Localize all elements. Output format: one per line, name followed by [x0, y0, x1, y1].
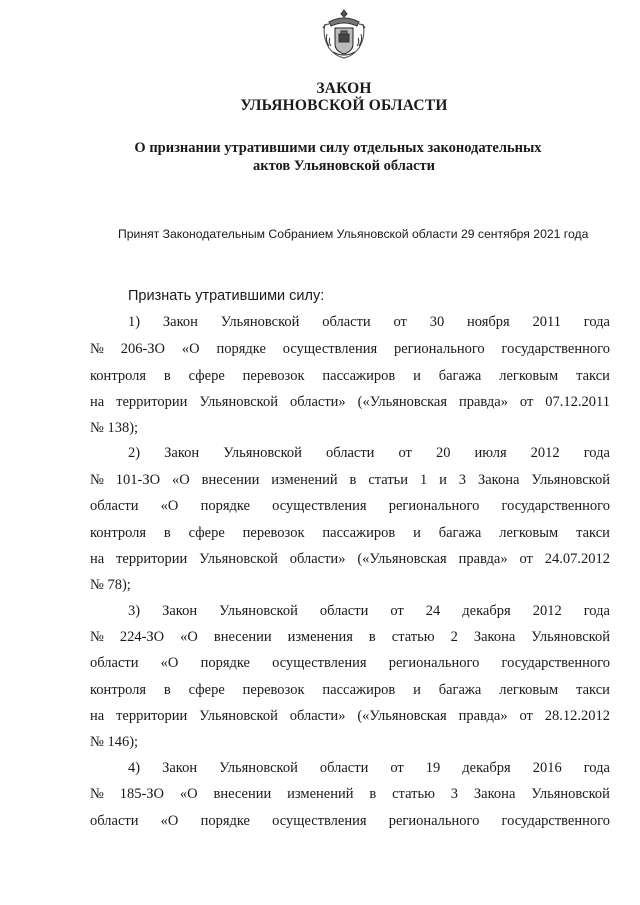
- word: «О: [181, 341, 200, 357]
- document-subject-line2: актов Ульяновской области: [252, 158, 436, 174]
- word: 224-ЗО: [119, 629, 165, 645]
- word: «О: [179, 786, 198, 802]
- word: багажа: [438, 525, 482, 541]
- word: года: [583, 445, 610, 461]
- word: Закона: [473, 786, 516, 802]
- word: 28.12.2012: [544, 708, 610, 724]
- word: контроля: [90, 368, 147, 384]
- word: от: [519, 551, 533, 567]
- word: в: [368, 629, 376, 645]
- word: внесении: [213, 629, 272, 645]
- word: от: [390, 603, 404, 619]
- word: «О: [180, 629, 198, 645]
- word: области»: [289, 551, 346, 567]
- item-1-line-2: [90, 341, 610, 361]
- word: («Ульяновская: [357, 394, 448, 410]
- word: Ульяновской: [531, 472, 610, 488]
- word: №: [90, 786, 104, 802]
- word: года: [583, 603, 610, 619]
- word: 3: [458, 472, 467, 488]
- word: порядке: [200, 655, 250, 671]
- word: порядке: [216, 341, 266, 357]
- word: перевозок: [242, 368, 305, 384]
- word: 30: [429, 314, 445, 330]
- word: регионального: [388, 813, 480, 829]
- word: порядке: [200, 498, 250, 514]
- word: от: [393, 314, 407, 330]
- word: багажа: [438, 368, 482, 384]
- word: области»: [289, 394, 346, 410]
- word: внесении: [213, 786, 272, 802]
- word: («Ульяновская: [357, 708, 447, 724]
- item-3-line-5: [90, 708, 610, 728]
- item-1-line-1: [128, 314, 610, 334]
- word: 2: [450, 629, 458, 645]
- word: 24: [425, 603, 441, 619]
- word: Ульяновской: [531, 786, 610, 802]
- word: Ульяновской: [219, 760, 298, 776]
- item-2-line-3: [90, 498, 610, 518]
- word: на: [90, 394, 105, 410]
- document-title: ЗАКОН: [316, 80, 372, 97]
- word: 2012: [530, 445, 560, 461]
- word: правда»: [458, 394, 508, 410]
- word: контроля: [90, 525, 147, 541]
- item-3-line-3: [90, 655, 610, 675]
- word: Закон: [164, 445, 200, 461]
- item-3-line-6: № 146);: [90, 734, 139, 750]
- word: порядке: [200, 813, 250, 829]
- word: 1): [128, 314, 141, 330]
- word: «О: [160, 813, 179, 829]
- word: контроля: [90, 682, 147, 698]
- word: легковым: [499, 525, 559, 541]
- word: статью: [392, 786, 435, 802]
- word: области: [325, 445, 375, 461]
- word: статью: [391, 629, 435, 645]
- word: государственного: [501, 655, 610, 671]
- word: легковым: [499, 682, 559, 698]
- item-1-line-4: [90, 394, 610, 414]
- item-3-line-4: [90, 682, 610, 702]
- word: 3): [128, 603, 141, 619]
- word: («Ульяновская: [357, 551, 447, 567]
- word: области: [90, 655, 139, 671]
- word: осуществления: [272, 655, 367, 671]
- word: 1: [419, 472, 428, 488]
- item-2-line-5: [90, 551, 610, 571]
- word: №: [90, 472, 104, 488]
- word: в: [163, 682, 171, 698]
- word: и: [413, 682, 421, 698]
- word: Ульяновской: [223, 445, 302, 461]
- word: и: [413, 368, 421, 384]
- item-2-line-6: № 78);: [90, 577, 131, 593]
- word: 24.07.2012: [544, 551, 610, 567]
- item-1-line-5: № 138);: [90, 420, 139, 436]
- word: «О: [160, 498, 179, 514]
- document-title-region: УЛЬЯНОВСКОЙ ОБЛАСТИ: [240, 97, 448, 114]
- word: и: [413, 525, 421, 541]
- item-2-line-2: [90, 472, 610, 492]
- word: на: [90, 708, 105, 724]
- word: Ульяновской: [220, 314, 300, 330]
- word: пассажиров: [322, 682, 396, 698]
- word: Закон: [162, 314, 198, 330]
- word: 2012: [532, 603, 562, 619]
- word: в: [369, 786, 377, 802]
- item-2-line-4: [90, 525, 610, 545]
- word: 19: [425, 760, 441, 776]
- word: 101-ЗО: [115, 472, 161, 488]
- word: от: [519, 394, 534, 410]
- word: регионального: [388, 498, 480, 514]
- word: внесении: [201, 472, 260, 488]
- word: области: [90, 813, 139, 829]
- word: Ульяновской: [199, 551, 278, 567]
- word: правда»: [458, 708, 508, 724]
- word: перевозок: [242, 525, 305, 541]
- item-4-line-1: [128, 760, 610, 780]
- word: такси: [576, 525, 610, 541]
- word: года: [583, 760, 610, 776]
- word: осуществления: [282, 341, 378, 357]
- word: на: [90, 551, 105, 567]
- item-3-line-2: [90, 629, 610, 649]
- word: декабря: [462, 760, 511, 776]
- word: 185-ЗО: [119, 786, 165, 802]
- word: области»: [289, 708, 346, 724]
- word: в: [349, 472, 357, 488]
- word: статьи: [368, 472, 409, 488]
- word: регионального: [388, 655, 480, 671]
- word: Ульяновской: [219, 603, 298, 619]
- item-4-line-2: [90, 786, 610, 806]
- word: такси: [576, 682, 610, 698]
- word: сфере: [188, 368, 225, 384]
- word: территории: [116, 551, 188, 567]
- word: года: [583, 314, 610, 330]
- word: «О: [171, 472, 190, 488]
- word: пассажиров: [322, 368, 396, 384]
- word: изменений: [271, 472, 338, 488]
- word: Закон: [162, 760, 198, 776]
- word: осуществления: [272, 813, 367, 829]
- word: Ульяновской: [199, 394, 278, 410]
- word: такси: [576, 368, 610, 384]
- word: осуществления: [272, 498, 367, 514]
- word: территории: [116, 708, 188, 724]
- item-4-line-3: [90, 813, 610, 833]
- word: в: [163, 368, 171, 384]
- word: территории: [116, 394, 188, 410]
- adoption-note: Принят Законодательным Собранием Ульяновской области 29 сентября 2021 года: [118, 227, 589, 241]
- word: №: [90, 629, 104, 645]
- word: изменений: [287, 786, 354, 802]
- item-1-line-3: [90, 368, 610, 388]
- word: от: [390, 760, 404, 776]
- word: «О: [160, 655, 179, 671]
- word: ноября: [466, 314, 510, 330]
- coat-of-arms-icon: [321, 8, 367, 60]
- word: багажа: [438, 682, 482, 698]
- word: Закона: [477, 472, 520, 488]
- word: Ульяновской: [531, 629, 610, 645]
- word: 2): [128, 445, 141, 461]
- word: регионального: [394, 341, 485, 357]
- word: Закона: [473, 629, 516, 645]
- word: легковым: [499, 368, 559, 384]
- word: сфере: [188, 525, 225, 541]
- item-2-line-1: [128, 445, 610, 465]
- word: правда»: [458, 551, 508, 567]
- word: 2016: [532, 760, 562, 776]
- word: 4): [128, 760, 141, 776]
- intro-text: Признать утратившими силу:: [128, 288, 325, 304]
- word: государственного: [501, 813, 610, 829]
- word: 20: [435, 445, 451, 461]
- word: июля: [474, 445, 507, 461]
- word: в: [163, 525, 171, 541]
- word: области: [322, 314, 371, 330]
- word: пассажиров: [322, 525, 396, 541]
- word: декабря: [462, 603, 511, 619]
- word: №: [90, 341, 104, 357]
- item-3-line-1: [128, 603, 610, 623]
- word: перевозок: [242, 682, 305, 698]
- word: изменения: [287, 629, 353, 645]
- word: государственного: [501, 341, 610, 357]
- word: Ульяновской: [199, 708, 278, 724]
- word: от: [519, 708, 533, 724]
- word: от: [398, 445, 412, 461]
- word: сфере: [188, 682, 225, 698]
- word: Закон: [162, 603, 198, 619]
- word: 3: [450, 786, 459, 802]
- word: 206-ЗО: [120, 341, 166, 357]
- word: 07.12.2011: [545, 394, 610, 410]
- word: области: [319, 760, 369, 776]
- word: области: [319, 603, 369, 619]
- word: государственного: [501, 498, 610, 514]
- word: и: [439, 472, 447, 488]
- word: 2011: [532, 314, 561, 330]
- word: области: [90, 498, 139, 514]
- document-subject-line1: О признании утратившими силу отдельных законодательных: [134, 140, 542, 156]
